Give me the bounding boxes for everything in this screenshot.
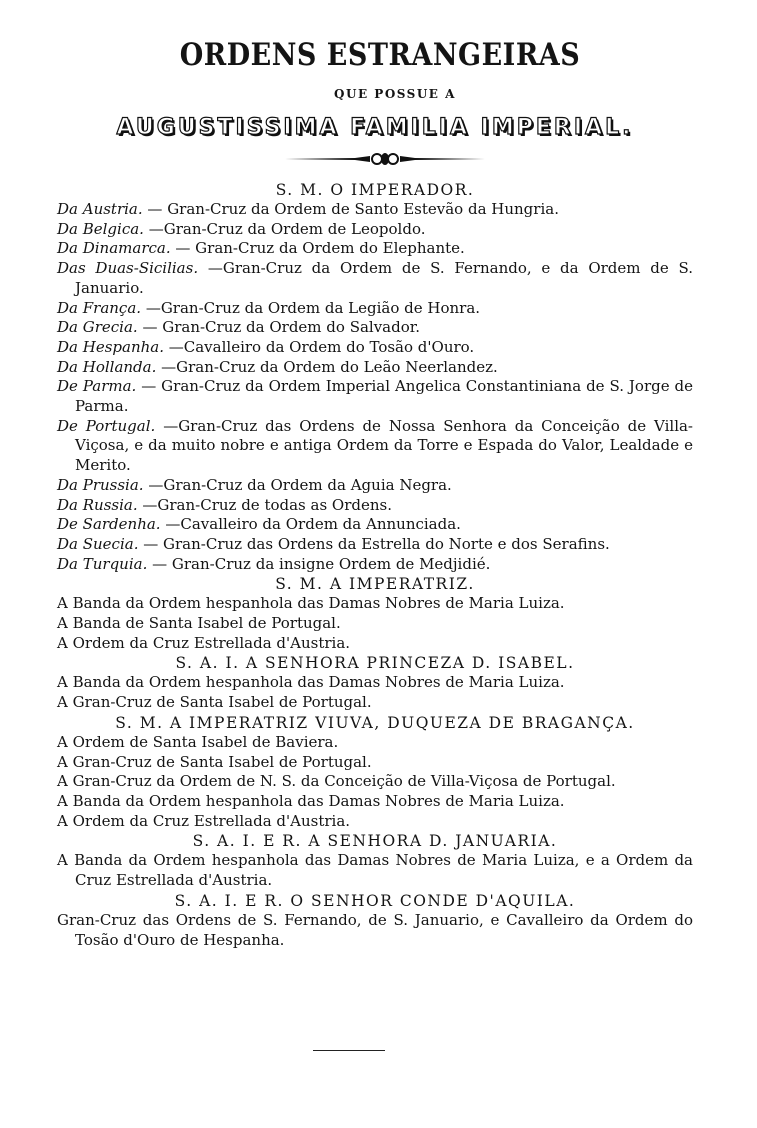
order-entry bbox=[57, 673, 693, 693]
entry-country: De Parma. bbox=[57, 377, 137, 396]
section-heading: S. A. I. E R. O SENHOR CONDE D'AQUILA. bbox=[174, 891, 576, 910]
section-heading: S. M. O IMPERADOR. bbox=[275, 181, 475, 199]
entry-text: —Gran-Cruz da Ordem da Legião de Honra. bbox=[145, 298, 481, 317]
entry-country: Da Austria. bbox=[57, 200, 143, 218]
order-entry bbox=[57, 318, 693, 338]
order-entry bbox=[57, 515, 693, 535]
ornament-divider-icon bbox=[57, 152, 693, 166]
order-entry bbox=[57, 358, 693, 378]
entry-country: Da Turquia. bbox=[57, 554, 148, 573]
order-entry bbox=[57, 259, 693, 298]
order-entry bbox=[57, 792, 693, 812]
entry-text: — Gran-Cruz da Ordem do Salvador. bbox=[142, 318, 421, 337]
entry-text: A Banda da Ordem hespanhola das Damas Nobres de Maria Luiza. bbox=[57, 673, 565, 692]
order-entry bbox=[57, 239, 693, 259]
page-subtitle: QUE POSSUE A bbox=[334, 87, 456, 101]
entry-country: Da Hespanha. bbox=[57, 337, 164, 356]
order-entry bbox=[57, 812, 693, 832]
section-heading: S. A. I. A SENHORA PRINCEZA D. ISABEL. bbox=[175, 654, 575, 673]
order-entry bbox=[57, 338, 693, 358]
entry-text: —Gran-Cruz da Ordem da Aguia Negra. bbox=[148, 475, 452, 494]
entry-text: —Gran-Cruz das Ordens de Nossa Senhora da Conceição de Villa-Viçosa, e da muito nobre e antiga Ordem da Torre e Espada do Valor, Lealdade e Merito. bbox=[75, 416, 694, 475]
entry-country: Da Grecia. bbox=[57, 318, 138, 337]
entry-country: De Sardenha. bbox=[57, 515, 161, 534]
entry-country: Das Duas-Sicilias. bbox=[57, 259, 199, 278]
order-entry bbox=[57, 377, 693, 416]
entry-country: Da Dinamarca. bbox=[57, 239, 171, 258]
entry-text: — Gran-Cruz da Ordem Imperial Angelica Constantiniana de S. Jorge de Parma. bbox=[75, 377, 694, 416]
entry-country: Da Suecia. bbox=[57, 534, 139, 553]
order-entry bbox=[57, 200, 693, 220]
entry-country: Da Prussia. bbox=[57, 475, 144, 494]
order-entry bbox=[57, 614, 693, 634]
order-entry bbox=[57, 693, 693, 713]
entry-country: Da Hollanda. bbox=[57, 357, 157, 376]
section-heading: S. M. A IMPERATRIZ. bbox=[275, 575, 475, 594]
order-entry bbox=[57, 220, 693, 240]
entry-text: —Cavalleiro da Ordem da Annunciada. bbox=[165, 515, 461, 534]
entry-text: A Ordem da Cruz Estrellada d'Austria. bbox=[57, 811, 351, 830]
sections bbox=[57, 180, 693, 950]
order-entry bbox=[57, 476, 693, 496]
entry-text: — Gran-Cruz da insigne Ordem de Medjidié. bbox=[152, 554, 491, 573]
entry-country: De Portugal. bbox=[57, 416, 156, 435]
entry-text: A Banda de Santa Isabel de Portugal. bbox=[57, 614, 341, 633]
entry-text: Gran-Cruz das Ordens de S. Fernando, de S. Januario, e Cavalleiro da Ordem do Tosão d'Ouro de Hespanha. bbox=[57, 910, 693, 949]
entry-text: A Banda da Ordem hespanhola das Damas Nobres de Maria Luiza, e a Ordem da Cruz Estrellada d'Austria. bbox=[57, 851, 693, 890]
entry-text: A Banda da Ordem hespanhola das Damas Nobres de Maria Luiza. bbox=[57, 594, 565, 613]
closing-rule bbox=[313, 1050, 385, 1051]
entry-text: —Cavalleiro da Ordem do Tosão d'Ouro. bbox=[168, 337, 475, 356]
order-entry bbox=[57, 594, 693, 614]
section-heading: S. A. I. E R. A SENHORA D. JANUARIA. bbox=[192, 832, 558, 851]
entry-text: A Banda da Ordem hespanhola das Damas Nobres de Maria Luiza. bbox=[57, 791, 565, 810]
order-entry bbox=[57, 634, 693, 654]
entry-text: — Gran-Cruz da Ordem do Elephante. bbox=[175, 239, 465, 258]
entry-country: Da Russia. bbox=[57, 495, 138, 514]
order-entry bbox=[57, 535, 693, 555]
order-entry bbox=[57, 555, 693, 575]
entry-text: —Gran-Cruz da Ordem de Leopoldo. bbox=[148, 219, 426, 238]
entry-text: — Gran-Cruz das Ordens da Estrella do Norte e dos Serafins. bbox=[143, 534, 610, 553]
order-entry bbox=[57, 851, 693, 890]
order-entry bbox=[57, 417, 693, 476]
entry-text: — Gran-Cruz da Ordem de Santo Estevão da Hungria. bbox=[147, 200, 559, 218]
entry-text: —Gran-Cruz da Ordem do Leão Neerlandez. bbox=[161, 357, 498, 376]
order-entry bbox=[57, 772, 693, 792]
entry-text: —Gran-Cruz da Ordem de S. Fernando, e da Ordem de S. Januario. bbox=[75, 259, 693, 297]
decorative-title: AUGUSTISSIMA FAMILIA IMPERIAL. bbox=[116, 115, 634, 140]
order-entry bbox=[57, 496, 693, 516]
order-entry bbox=[57, 733, 693, 753]
entry-country: Da Belgica. bbox=[57, 219, 144, 238]
entry-text: —Gran-Cruz de todas as Ordens. bbox=[142, 495, 392, 514]
entry-text: A Ordem de Santa Isabel de Baviera. bbox=[57, 732, 339, 751]
document-page bbox=[57, 37, 694, 950]
order-entry bbox=[57, 911, 693, 950]
entry-text: A Gran-Cruz de Santa Isabel de Portugal. bbox=[57, 693, 372, 712]
order-entry bbox=[57, 299, 693, 319]
page-title: ORDENS ESTRANGEIRAS bbox=[179, 37, 581, 74]
entry-text: A Ordem da Cruz Estrellada d'Austria. bbox=[57, 633, 351, 652]
entry-text: A Gran-Cruz de Santa Isabel de Portugal. bbox=[57, 752, 372, 771]
section-heading: S. M. A IMPERATRIZ VIUVA, DUQUEZA DE BRAGANÇA. bbox=[115, 713, 635, 732]
entry-text: A Gran-Cruz da Ordem de N. S. da Conceição de Villa-Viçosa de Portugal. bbox=[57, 772, 616, 791]
entry-country: Da França. bbox=[57, 298, 142, 317]
order-entry bbox=[57, 753, 693, 773]
